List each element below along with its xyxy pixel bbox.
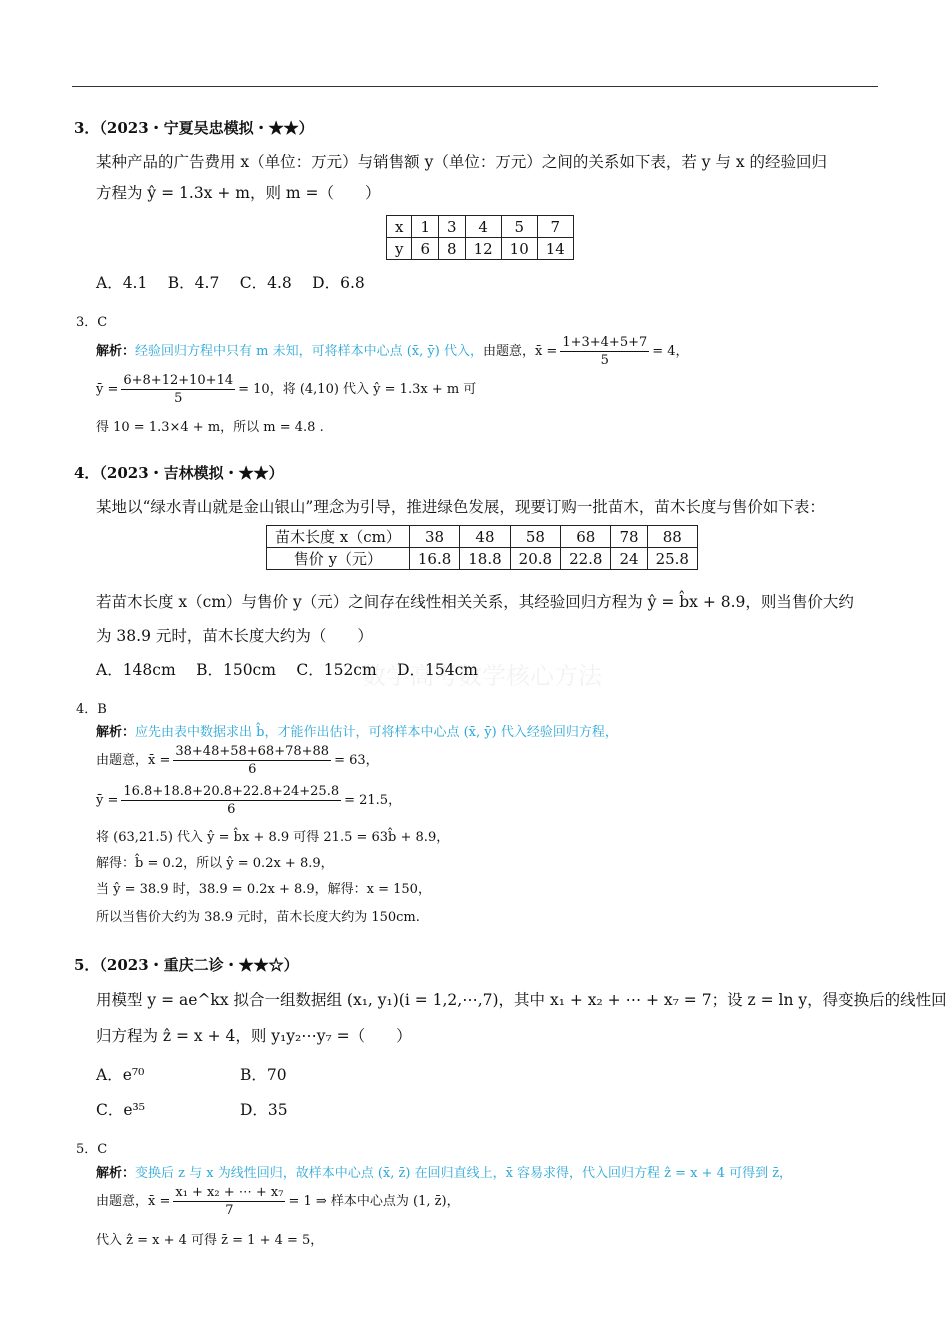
q3-answer: 3．C (76, 315, 108, 330)
fraction (121, 783, 341, 818)
table-cell: 25.8 (647, 548, 697, 570)
q4-stem-line1: 某地以“绿水青山就是金山银山”理念为引导，推进绿色发展，现要订购一批苗木，苗木长度与售价如下表： (96, 498, 825, 516)
table-cell: 4 (465, 216, 501, 238)
q5-option-a: A．e⁷⁰ (96, 1066, 145, 1084)
table-cell: 8 (439, 238, 466, 260)
fraction-numerator: x₁ + x₂ + ⋯ + x₇ (175, 1185, 284, 1200)
q4-solution-note-line (96, 721, 618, 740)
solution-text: = 1 ⇒ 样本中心点为 (1, z̄)， (288, 1194, 460, 1209)
fraction (560, 334, 649, 369)
q4-stem-line3: 为 38.9 元时，苗木长度大约为（ ） (96, 627, 373, 645)
table-row (387, 238, 574, 260)
solution-label: 解析： (96, 344, 136, 359)
fraction-denominator: 5 (600, 353, 609, 368)
fraction-numerator: 1+3+4+5+7 (562, 335, 648, 350)
fraction-denominator: 6 (248, 762, 257, 777)
q3-solution-line2 (96, 372, 476, 407)
table-cell: 7 (537, 216, 573, 238)
table-cell: 14 (537, 238, 573, 260)
q3-options: A．4.1 B．4.7 C．4.8 D．6.8 (96, 274, 365, 292)
fraction-denominator: 7 (225, 1203, 234, 1218)
q4-options: A．148cm B．150cm C．152cm D．154cm (96, 661, 479, 679)
q3-header: 3．（2023・宁夏吴忠模拟・★★） (74, 119, 314, 137)
table-cell: 22.8 (561, 548, 611, 570)
fraction-numerator: 38+48+58+68+78+88 (175, 744, 330, 759)
q5-stem-line2: 归方程为 ẑ = x + 4，则 y₁y₂⋯y₇ =（ ） (96, 1027, 412, 1045)
q4-solution-line2 (96, 783, 401, 818)
q3-table (386, 215, 574, 260)
solution-text: = 4， (652, 344, 689, 359)
q3-solution-line3: 得 10 = 1.3×4 + m，所以 m = 4.8 . (96, 420, 324, 435)
table-cell: 20.8 (510, 548, 560, 570)
table-cell: 6 (412, 238, 439, 260)
table-cell: 78 (611, 526, 647, 548)
q5-option-b: B．70 (240, 1066, 287, 1084)
table-cell: 48 (460, 526, 510, 548)
q4-table (266, 525, 698, 570)
solution-text: = 10，将 (4,10) 代入 ŷ = 1.3x + m 可 (238, 382, 477, 397)
q5-solution-note-line (96, 1162, 792, 1181)
solution-text: 由题意，x̄ = (482, 344, 558, 359)
q4-answer: 4．B (76, 702, 107, 717)
solution-text: = 21.5， (344, 793, 402, 808)
table-cell: x (387, 216, 412, 238)
fraction-denominator: 5 (174, 391, 183, 406)
q4-solution-line6: 所以当售价大约为 38.9 元时，苗木长度大约为 150cm. (96, 910, 420, 925)
solution-text: 由题意，x̄ = (96, 753, 171, 768)
table-cell: 3 (439, 216, 466, 238)
solution-text: = 63， (334, 753, 379, 768)
fraction (173, 743, 331, 778)
fraction (121, 372, 235, 407)
solution-note: 变换后 z 与 x 为线性回归，故样本中心点 (x̄, z̄) 在回归直线上，x̄ 容易求得，代入回归方程 ẑ = x + 4 可得到 z̄， (135, 1166, 793, 1181)
table-cell: 售价 y（元） (267, 548, 410, 570)
table-cell: 1 (412, 216, 439, 238)
q4-header: 4．（2023・吉林模拟・★★） (74, 464, 284, 482)
solution-text: ȳ = (96, 793, 119, 808)
table-cell: 苗木长度 x（cm） (267, 526, 410, 548)
fraction-numerator: 16.8+18.8+20.8+22.8+24+25.8 (123, 784, 340, 799)
table-cell: 68 (561, 526, 611, 548)
q4-solution-line1 (96, 743, 379, 778)
table-cell: 10 (501, 238, 537, 260)
q3-stem-line2: 方程为 ŷ = 1.3x + m，则 m =（ ） (96, 184, 381, 202)
table-cell: 16.8 (409, 548, 459, 570)
q5-solution-line2: 代入 ẑ = x + 4 可得 z̄ = 1 + 4 = 5， (96, 1233, 324, 1248)
q4-solution-line4: 解得：b̂ = 0.2，所以 ŷ = 0.2x + 8.9， (96, 856, 334, 871)
q4-solution-line5: 当 ŷ = 38.9 时，38.9 = 0.2x + 8.9，解得：x = 150， (96, 882, 431, 897)
watermark: 数学高考数学核心方法 (362, 662, 602, 690)
solution-label: 解析： (96, 1166, 136, 1181)
solution-note: 应先由表中数据求出 b̂，才能作出估计，可将样本中心点 (x̄, ȳ) 代入经验回归方程， (135, 725, 618, 740)
solution-text: ȳ = (96, 382, 119, 397)
header-rule (72, 86, 878, 87)
table-cell: y (387, 238, 412, 260)
solution-note: 经验回归方程中只有 m 未知，可将样本中心点 (x̄, ȳ) 代入， (135, 344, 483, 359)
q3-stem-line1: 某种产品的广告费用 x（单位：万元）与销售额 y（单位：万元）之间的关系如下表，若 y 与 x 的经验回归 (96, 153, 828, 171)
fraction (173, 1184, 285, 1219)
fraction-denominator: 6 (227, 802, 236, 817)
table-row (267, 526, 698, 548)
table-cell: 18.8 (460, 548, 510, 570)
q5-answer: 5．C (76, 1142, 108, 1157)
q5-option-c: C．e³⁵ (96, 1101, 145, 1119)
q4-stem-line2: 若苗木长度 x（cm）与售价 y（元）之间存在线性相关关系，其经验回归方程为 ŷ = b̂x + 8.9，则当售价大约 (96, 593, 854, 611)
table-cell: 38 (409, 526, 459, 548)
q5-header: 5．（2023・重庆二诊・★★☆） (74, 956, 299, 974)
solution-label: 解析： (96, 725, 136, 740)
table-cell: 58 (510, 526, 560, 548)
q5-solution-line1 (96, 1184, 460, 1219)
table-row (387, 216, 574, 238)
table-cell: 12 (465, 238, 501, 260)
q5-stem-line1: 用模型 y = ae^kx 拟合一组数据组 (x₁, y₁)(i = 1,2,⋯,7)，其中 x₁ + x₂ + ⋯ + x₇ = 7；设 z = ln y，得变换后的线性回 (96, 991, 947, 1009)
fraction-numerator: 6+8+12+10+14 (123, 373, 234, 388)
table-cell: 24 (611, 548, 647, 570)
table-row (267, 548, 698, 570)
solution-text: 由题意，x̄ = (96, 1194, 171, 1209)
q5-option-d: D．35 (240, 1101, 288, 1119)
table-cell: 5 (501, 216, 537, 238)
table-cell: 88 (647, 526, 697, 548)
q4-solution-line3: 将 (63,21.5) 代入 ŷ = b̂x + 8.9 可得 21.5 = 63b̂ + 8.9， (96, 830, 450, 845)
q3-solution-line1 (96, 334, 689, 369)
